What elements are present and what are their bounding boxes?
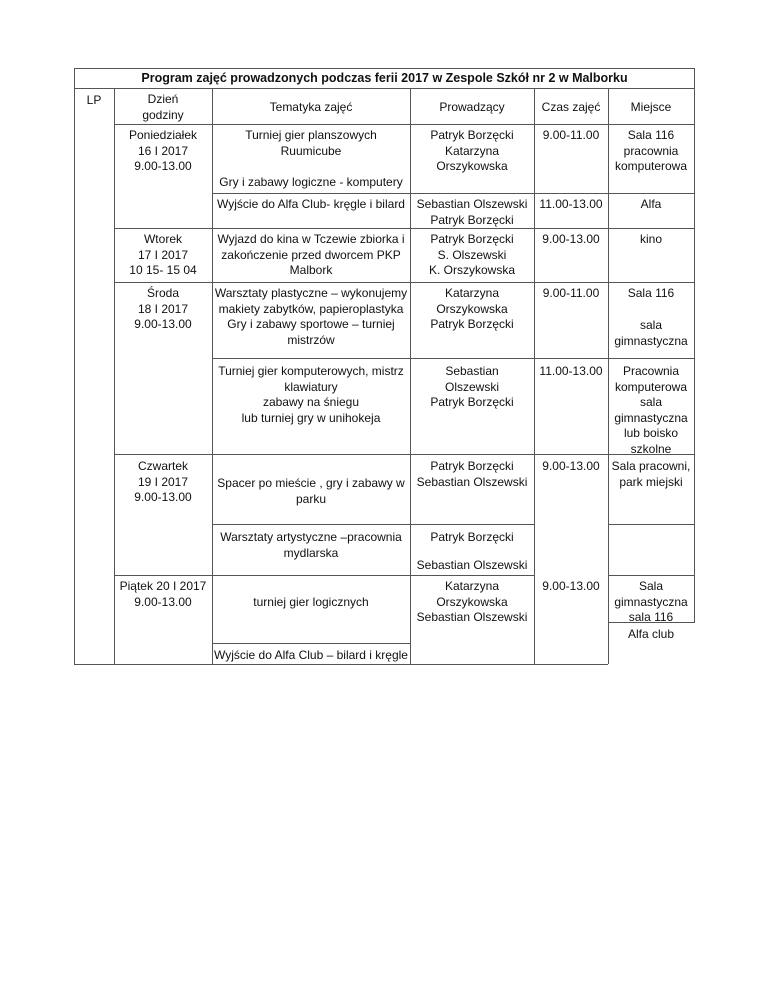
thu-topic-divider	[212, 524, 534, 525]
mon-day: Poniedziałek 16 I 2017 9.00-13.00	[128, 128, 198, 173]
header-day: Dzień godziny	[142, 92, 184, 122]
thu-leader-1: Patryk Borzęcki Sebastian Olszewski	[416, 459, 528, 489]
wed-leader-2: Sebastian Olszewski Patryk Borzęcki	[430, 364, 514, 409]
fri-day: Piątek 20 I 2017 9.00-13.00	[119, 579, 207, 609]
tue-day: Wtorek 17 I 2017 10 15- 15 04	[129, 232, 197, 277]
fri-time-1: 9.00-13.00	[542, 579, 600, 593]
thu-leader-2b: Sebastian Olszewski	[416, 558, 528, 572]
thu-place-1: Sala pracowni, park miejski	[611, 459, 691, 489]
mon-leader-3: Sebastian Olszewski Patryk Borzęcki	[416, 197, 528, 227]
tue-place: kino	[639, 232, 662, 246]
wed-place-1a: Sala 116	[627, 286, 675, 300]
wed-topic-2: Turniej gier komputerowych, mistrz klawiatury zabawy na śniegu lub turniej gry w unihokeja	[218, 364, 404, 425]
wed-topic-divider	[212, 358, 695, 359]
table-title: Program zajęć prowadzonych podczas ferii 2017 w Zespole Szkół nr 2 w Malborku	[141, 71, 628, 85]
fri-topic-1: turniej gier logicznych	[253, 595, 369, 609]
mon-place-1: Sala 116 pracownia komputerowa	[614, 128, 688, 173]
header-leader: Prowadzący	[439, 100, 505, 114]
fri-leader-1: Katarzyna Orszykowska Sebastian Olszewski	[416, 579, 528, 624]
mon-place-3: Alfa	[640, 197, 662, 211]
mon-topic-3: Wyjście do Alfa Club- kręgle i bilard	[217, 197, 405, 211]
header-time: Czas zajęć	[541, 100, 601, 114]
thu-end-divider	[114, 575, 534, 576]
thu-topic-1: Spacer po mieście , gry i zabawy w parku	[217, 476, 405, 506]
thu-time-1: 9.00-13.00	[542, 459, 600, 473]
wed-time-1: 9.00-11.00	[542, 286, 600, 300]
tue-end-divider	[114, 282, 695, 283]
tue-topic: Wyjazd do kina w Tczewie zbiorka i zakończenie przed dworcem PKP Malbork	[217, 232, 405, 277]
header-divider	[114, 124, 695, 125]
mon-time-1: 9.00-11.00	[542, 128, 600, 142]
tue-time: 9.00-13.00	[542, 232, 600, 246]
table-border-top	[74, 68, 695, 69]
title-row-divider	[74, 88, 695, 89]
mon-leader-1: Patryk Borzęcki Katarzyna Orszykowska	[430, 128, 514, 173]
table-border-right	[694, 68, 695, 622]
wed-place-2: Pracownia komputerowa sala gimnastyczna lub boisko szkolne	[614, 364, 688, 456]
fri-topic-divider	[212, 643, 410, 644]
fri-place-1: Sala gimnastyczna sala 116	[614, 579, 688, 624]
thu-time-divider	[608, 524, 695, 525]
mon-topic-2: Gry i zabawy logiczne - komputery	[219, 175, 403, 189]
wed-topic-1: Warsztaty plastyczne – wykonujemy makiety zabytków, papieroplastyka Gry i zabawy sportowe – turniej mistrzów	[214, 286, 408, 347]
mon-topic-1: Turniej gier planszowych Ruumicube	[245, 128, 377, 158]
mon-time-3: 11.00-13.00	[539, 197, 603, 211]
header-topic: Tematyka zajęć	[269, 100, 353, 114]
thu-topic-2: Warsztaty artystyczne –pracownia mydlarska	[220, 530, 402, 560]
fri-place-2: Alfa club	[627, 627, 675, 641]
header-place: Miejsce	[630, 100, 672, 114]
table-border-bottom	[74, 664, 608, 665]
tue-leader: Patryk Borzęcki S. Olszewski K. Orszykowska	[428, 232, 515, 277]
header-lp: LP	[86, 93, 102, 107]
wed-place-1b: sala gimnastyczna	[614, 318, 688, 348]
wed-leader-1: Katarzyna Orszykowska Patryk Borzęcki	[430, 286, 514, 331]
wed-time-2: 11.00-13.00	[539, 364, 603, 378]
thu-day: Czwartek 19 I 2017 9.00-13.00	[134, 459, 192, 504]
table-border-left	[74, 68, 75, 664]
mon-end-divider	[114, 228, 695, 229]
thu-leader-2a: Patryk Borzęcki	[430, 530, 514, 544]
thu-end-divider-right	[608, 575, 695, 576]
wed-day: Środa 18 I 2017 9.00-13.00	[134, 286, 192, 331]
mon-topic-divider	[212, 193, 695, 194]
fri-topic-2: Wyjście do Alfa Club – bilard i kręgle	[214, 648, 408, 662]
